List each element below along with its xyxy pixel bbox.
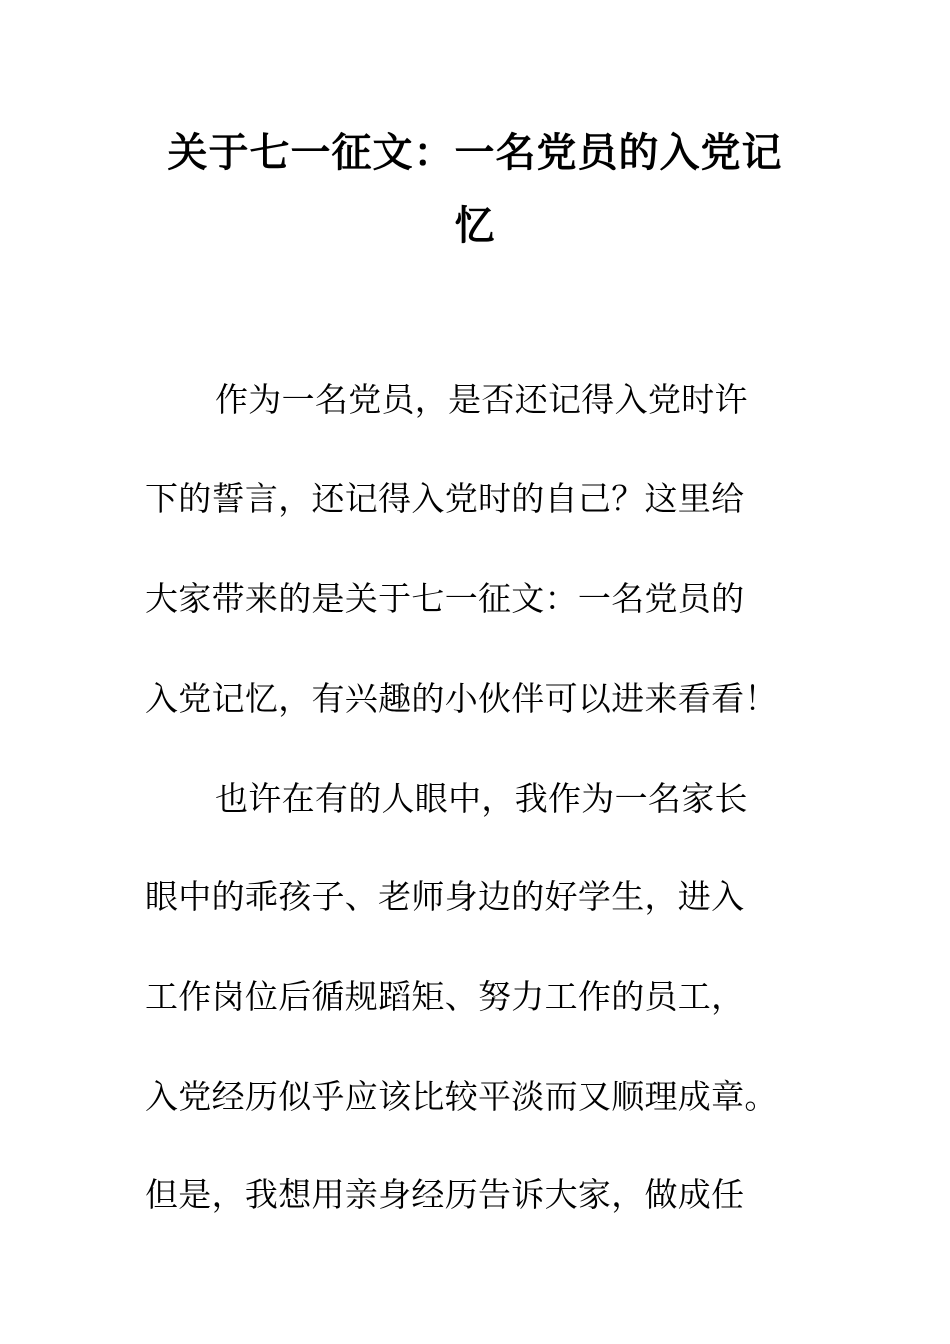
paragraph-2-line-5: 但是，我想用亲身经历告诉大家，做成任 [145,1175,745,1214]
document-title-line-2: 忆 [454,203,496,249]
paragraph-1-line-1: 作为一名党员，是否还记得入党时许 [215,380,748,419]
paragraph-2-line-3: 工作岗位后循规蹈矩、努力工作的员工， [145,977,745,1016]
paragraph-1-line-3: 大家带来的是关于七一征文：一名党员的 [145,579,745,618]
paragraph-2-line-4: 入党经历似乎应该比较平淡而又顺理成章。 [145,1077,778,1116]
document-title-line-1: 关于七一征文：一名党员的入党记 [167,130,783,176]
paragraph-2-line-2: 眼中的乖孩子、老师身边的好学生，进入 [145,877,745,916]
paragraph-1-line-2: 下的誓言，还记得入党时的自己？这里给 [145,479,745,518]
paragraph-1-line-4: 入党记忆，有兴趣的小伙伴可以进来看看！ [145,679,778,718]
paragraph-2-line-1: 也许在有的人眼中，我作为一名家长 [215,779,748,818]
